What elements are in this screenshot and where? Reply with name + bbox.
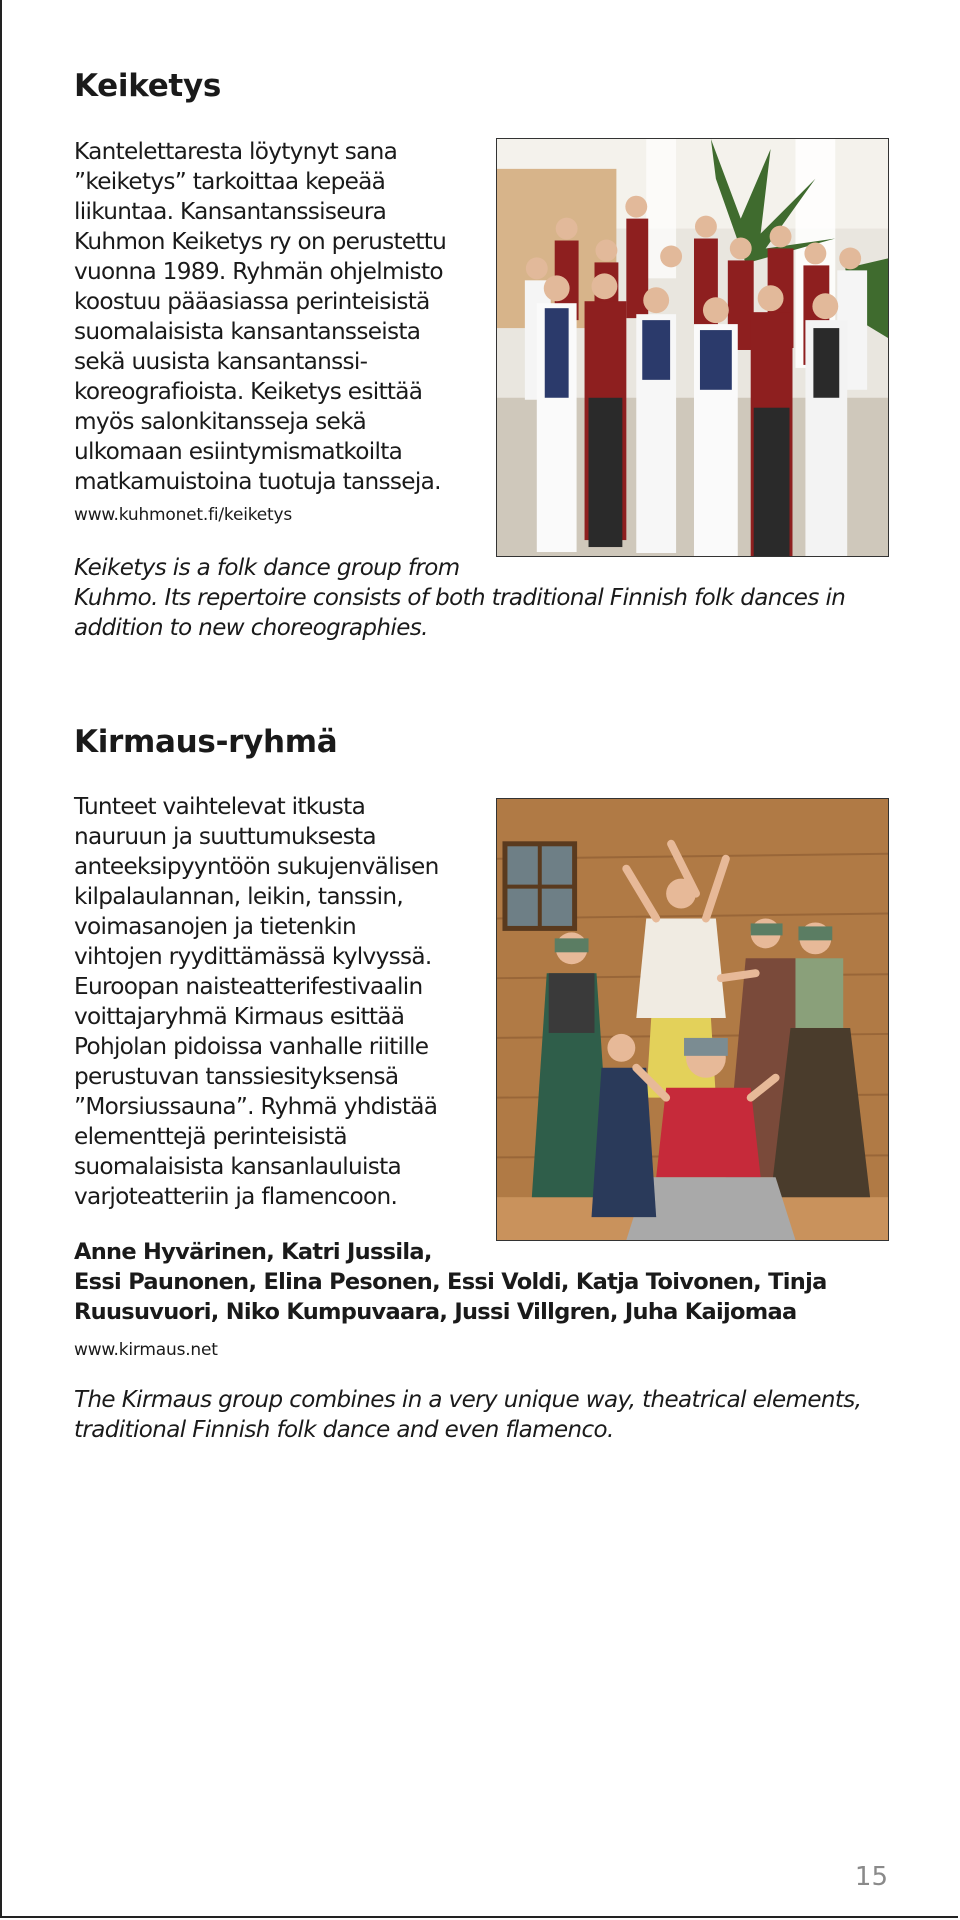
keiketys-body-english: Keiketys is a folk dance group from Kuhmo. Its repertoire consists of both traditional Finnish folk dances in addition to new choreographies. [74,555,846,641]
keiketys-body-finnish: Kantelettaresta löytynyt sana ”keiketys” tarkoittaa kepeää liikuntaa. Kansantanssiseura Kuhmon Keiketys ry on perustettu vuonna 1989. Ryhmän ohjelmisto koostuu pääasiassa perinteisistä suomalaisista kansantansseista sekä uusista kansantanssi- koreografioista. Keiketys esittää myös salonkitansseja sekä ulkomaan esiintymismatkoilta matkamuistoina tuotuja tansseja. [74,138,447,495]
keiketys-group-photo [496,138,889,557]
kirmaus-performers-credits: Anne Hyvärinen, Katri Jussila, Essi Paunonen, Elina Pesonen, Essi Voldi, Katja Toivonen, Tinja Ruusuvuori, Niko Kumpuvaara, Jussi Villgren, Juha Kaijomaa [74,1239,827,1325]
keiketys-website-link[interactable]: www.kuhmonet.fi/keiketys [74,505,293,525]
kirmaus-body-finnish: Tunteet vaihtelevat itkusta nauruun ja suuttumuksesta anteeksipyyntöön sukujenvälisen kilpalaulannan, leikin, tanssin, voimasanojen ja tietenkin vihtojen ryydittämässä kylvyssä. Euroopan naisteatterifestivaalin voittajaryhmä Kirmaus esittää Pohjolan pidoissa vanhalle riitille perustuvan tanssiesityksensä ”Morsiussauna”. Ryhmä yhdistää elementtejä perinteisistä suomalaisista kansanlauluista varjoteatteriin ja flamencoon. [74,793,439,1210]
keiketys-photo-illustration [497,139,888,556]
page-number: 15 [854,1862,888,1892]
kirmaus-website-link[interactable]: www.kirmaus.net [74,1340,218,1360]
section-title-kirmaus: Kirmaus-ryhmä [74,724,338,760]
kirmaus-photo-illustration [497,799,888,1240]
section-title-keiketys: Keiketys [74,68,222,104]
kirmaus-performance-photo [496,798,889,1241]
kirmaus-body-english: The Kirmaus group combines in a very unique way, theatrical elements, traditional Finnish folk dance and even flamenco. [74,1387,862,1443]
